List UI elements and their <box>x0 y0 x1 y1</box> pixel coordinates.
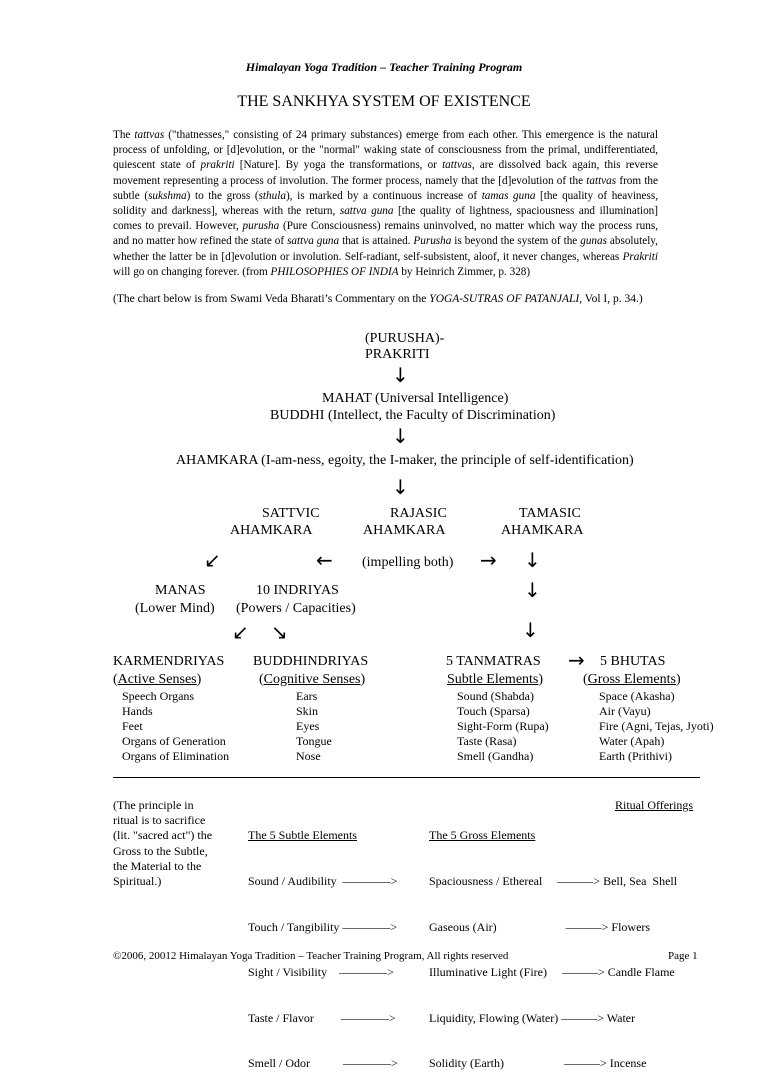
list-item: Illuminative Light (Fire) ———> Candle Flame <box>429 965 675 980</box>
document-header: Himalayan Yoga Tradition – Teacher Training Program <box>245 60 523 74</box>
arrow-down-right-icon: ↘ <box>271 620 288 644</box>
node-rajasic-ahamkara: AHAMKARA <box>363 523 446 538</box>
list-item: Fire (Agni, Tejas, Jyoti) <box>599 719 714 733</box>
subtle-elements-column <box>248 798 398 1087</box>
karmendriyas-list <box>122 689 229 764</box>
arrow-down-icon: ↓ <box>392 475 409 499</box>
list-item: Spaciousness / Ethereal ———> Bell, Sea Shell <box>429 874 678 889</box>
list-item: Organs of Elimination <box>122 749 230 763</box>
list-item: Sight / Visibility ————> <box>248 965 394 980</box>
list-item: Sight-Form (Rupa) <box>457 719 549 733</box>
node-purusha: (PURUSHA)- <box>365 331 445 346</box>
arrow-down-icon: ↓ <box>392 363 409 387</box>
node-indriyas-sub: (Powers / Capacities) <box>236 601 356 616</box>
intro-paragraph: The tattvas ("thatnesses," consisting of 24 primary substances) emerge from each other. This emergence is the natural process of unfolding, or [d]evolution, or the "normal" waking state of consciousness from the primal, undifferentiated, quiescent state of prakriti [Nature]. By yoga the transformations, or tattvas, are dissolved back again, this reverse movement representing a process of involution. The former process, namely that the [d]evolution of the tattvas from the subtle (sukshma) to the gross (sthula), is marked by a continuous increase of tamas guna [the quality of heaviness, solidity and darkness], whereas with the return, sattva guna [the quality of lightness, spaciousness and illumination] comes to prevail. However, purusha (Pure Consciousness) remains uninvolved, no matter which way the process runs, and no matter how refined the state of sattva guna that is attained. Purusha is beyond the system of the gunas absolutely, whether the latter be in [d]evolution or involution. Self-radiant, self-subsistent, aloof, it never changes, whereas Prakriti will go on changing forever. (from PHILOSOPHIES OF INDIA by Heinrich Zimmer, p. 328) <box>113 129 658 278</box>
node-buddhi: BUDDHI (Intellect, the Faculty of Discrimination) <box>270 408 556 423</box>
node-rajasic: RAJASIC <box>390 506 447 521</box>
node-prakriti: PRAKRITI <box>365 347 430 362</box>
list-item: Earth (Prithivi) <box>599 749 672 763</box>
arrow-down-icon: ↓ <box>522 618 539 642</box>
node-tamasic-ahamkara: AHAMKARA <box>501 523 584 538</box>
ritual-principle-note: (The principle in ritual is to sacrifice (lit. "sacred act") the Gross to the Subtle, the Material to the Spiritual.) <box>113 798 213 889</box>
list-item: Taste (Rasa) <box>457 734 517 748</box>
list-item: Water (Apah) <box>599 734 665 748</box>
node-sattvic-ahamkara: AHAMKARA <box>230 523 313 538</box>
list-item: Speech Organs <box>122 689 195 703</box>
node-tamasic: TAMASIC <box>519 506 581 521</box>
node-indriyas: 10 INDRIYAS <box>256 583 339 598</box>
list-item: Organs of Generation <box>122 734 226 748</box>
list-item: Eyes <box>296 719 320 733</box>
arrow-right-icon: → <box>568 648 585 672</box>
list-item: Tongue <box>296 734 332 748</box>
node-manas: MANAS <box>155 583 206 598</box>
impelling-both-label: (impelling both) <box>362 555 454 570</box>
chart-source-note: (The chart below is from Swami Veda Bharati’s Commentary on the YOGA-SUTRAS OF PATANJALI, Vol I, p. 34.) <box>113 293 643 305</box>
list-item: Solidity (Earth) ———> Incense <box>429 1056 647 1071</box>
bhutas-title: 5 BHUTAS <box>600 654 666 669</box>
document-title: THE SANKHYA SYSTEM OF EXISTENCE <box>237 93 531 110</box>
arrow-right-icon: → <box>480 548 497 572</box>
list-item: Touch / Tangibility ————> <box>248 919 398 934</box>
list-item: Feet <box>122 719 143 733</box>
gross-elements-column <box>429 798 677 1087</box>
list-item: Liquidity, Flowing (Water) ———> Water <box>429 1010 636 1025</box>
node-manas-sub: (Lower Mind) <box>135 601 215 616</box>
subtle-elements-header: The 5 Subtle Elements <box>248 828 357 843</box>
arrow-down-left-icon: ↙ <box>204 548 221 572</box>
tanmatras-title: 5 TANMATRAS <box>446 654 541 669</box>
footer-copyright: ©2006, 20012 Himalayan Yoga Tradition – Teacher Training Program, All rights reserved <box>113 950 509 962</box>
bhutas-subtitle: (Gross Elements) <box>583 672 681 687</box>
divider <box>113 777 700 778</box>
list-item: Sound (Shabda) <box>457 689 534 703</box>
bhutas-list <box>599 689 714 764</box>
arrow-down-icon: ↓ <box>524 548 541 572</box>
tanmatras-subtitle: Subtle Elements) <box>447 672 544 687</box>
list-item: Skin <box>296 704 319 718</box>
buddhindriyas-subtitle: (Cognitive Senses) <box>259 672 366 687</box>
ritual-offerings-header: Ritual Offerings <box>615 798 694 812</box>
list-item: Taste / Flavor ————> <box>248 1010 396 1025</box>
list-item: Smell (Gandha) <box>457 749 534 763</box>
node-ahamkara: AHAMKARA (I-am-ness, egoity, the I-maker, the principle of self-identification) <box>176 453 634 468</box>
list-item: Sound / Audibility ————> <box>248 874 398 889</box>
gross-elements-header: The 5 Gross Elements <box>429 828 536 843</box>
buddhindriyas-list <box>296 689 332 764</box>
list-item: Air (Vayu) <box>599 704 651 718</box>
buddhindriyas-title: BUDDHINDRIYAS <box>253 654 369 669</box>
list-item: Gaseous (Air) ———> Flowers <box>429 919 651 934</box>
node-mahat: MAHAT (Universal Intelligence) <box>322 391 509 406</box>
list-item: Hands <box>122 704 153 718</box>
list-item: Space (Akasha) <box>599 689 675 703</box>
tanmatras-list <box>457 689 549 764</box>
list-item: Ears <box>296 689 318 703</box>
list-item: Touch (Sparsa) <box>457 704 530 718</box>
karmendriyas-subtitle: (Active Senses) <box>113 672 202 687</box>
arrow-down-icon: ↓ <box>524 578 541 602</box>
arrow-down-icon: ↓ <box>392 424 409 448</box>
karmendriyas-title: KARMENDRIYAS <box>113 654 225 669</box>
arrow-down-left-icon: ↙ <box>232 620 249 644</box>
list-item: Nose <box>296 749 321 763</box>
node-sattvic: SATTVIC <box>262 506 320 521</box>
footer-page-number: Page 1 <box>668 950 698 962</box>
arrow-left-icon: ← <box>316 548 333 572</box>
list-item: Smell / Odor ————> <box>248 1056 398 1071</box>
